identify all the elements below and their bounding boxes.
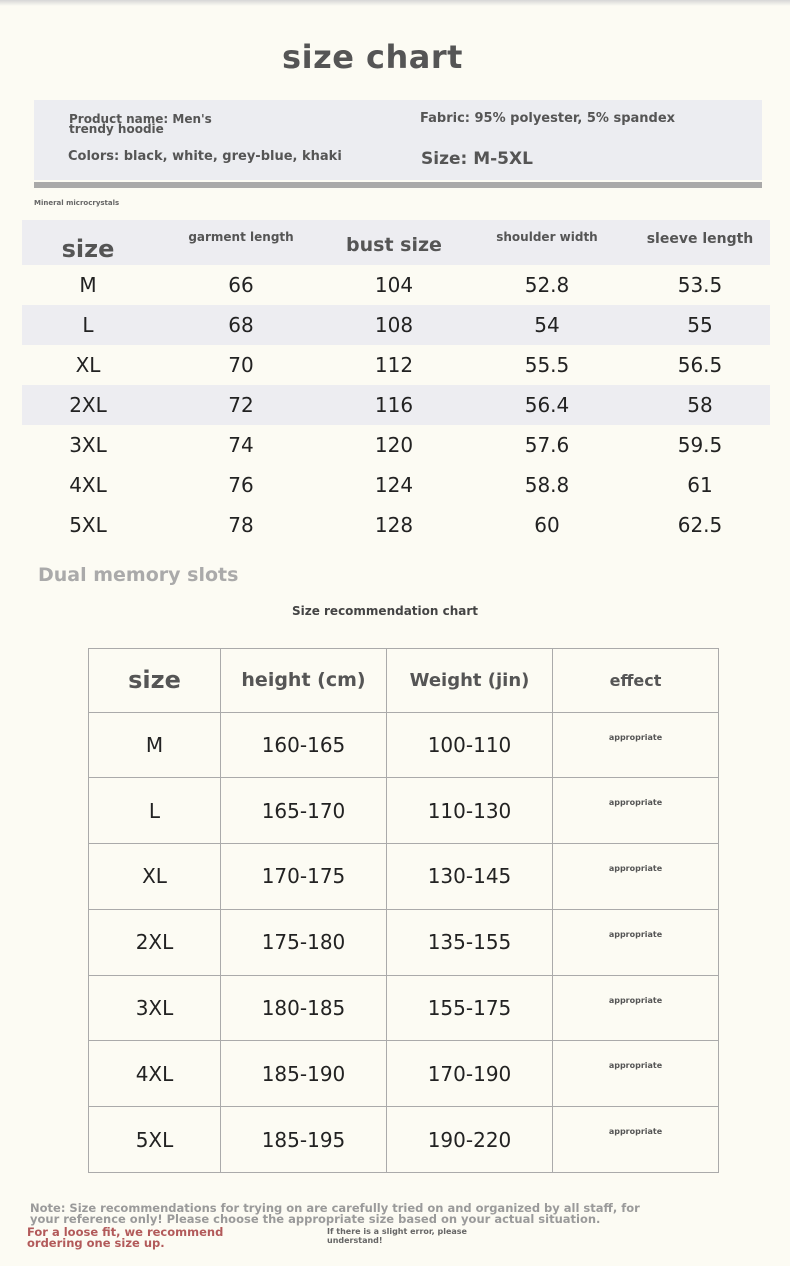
height-cell: 185-190 (221, 1041, 387, 1107)
header-garment-length: garment length (188, 230, 294, 244)
error-note: If there is a slight error, please understand! (327, 1227, 467, 1245)
weight-cell: 130-145 (387, 844, 553, 910)
size-cell: 4XL (69, 473, 107, 497)
height-cell: 175-180 (221, 909, 387, 975)
effect-cell: appropriate (553, 1107, 719, 1173)
top-divider (0, 0, 790, 6)
measurement-row (22, 385, 770, 425)
bust-cell: 120 (374, 433, 414, 457)
measurement-row (22, 345, 770, 385)
garment-length-cell: 78 (228, 513, 254, 537)
shoulder-cell: 57.6 (524, 433, 570, 457)
sleeve-cell: 61 (687, 473, 713, 497)
recommendation-title: Size recommendation chart (291, 604, 479, 618)
header-size: size (61, 235, 115, 263)
header-size: size (89, 649, 221, 713)
loose-fit-note: For a loose fit, we recommend ordering one size up. (27, 1225, 224, 1250)
effect-cell: appropriate (553, 909, 719, 975)
header-weight: Weight (jin) (387, 649, 553, 713)
product-name: Product name: Men's trendy hoodie (69, 112, 212, 136)
dual-memory-label: Dual memory slots (38, 564, 239, 586)
effect-cell: appropriate (553, 975, 719, 1041)
shoulder-cell: 55.5 (524, 353, 570, 377)
bust-cell: 108 (374, 313, 414, 337)
height-cell: 170-175 (221, 844, 387, 910)
header-sleeve-length: sleeve length (646, 231, 754, 247)
recommendation-row (89, 975, 719, 1041)
measurement-row (22, 505, 770, 545)
recommendation-row (89, 909, 719, 975)
sleeve-cell: 62.5 (677, 513, 723, 537)
size-cell: 3XL (69, 433, 107, 457)
page-title: size chart (282, 38, 463, 76)
recommendation-row (89, 1041, 719, 1107)
measurement-row (22, 305, 770, 345)
recommendation-table (88, 648, 719, 1173)
size-cell: M (89, 712, 221, 778)
header-height: height (cm) (221, 649, 387, 713)
header-shoulder-width: shoulder width (496, 230, 598, 244)
height-cell: 160-165 (221, 712, 387, 778)
size-cell: M (79, 273, 97, 297)
mineral-label: Mineral microcrystals (34, 199, 120, 207)
size-cell: L (82, 313, 94, 337)
bust-cell: 128 (374, 513, 414, 537)
section-divider (34, 182, 762, 188)
effect-cell: appropriate (553, 844, 719, 910)
sleeve-cell: 56.5 (677, 353, 723, 377)
size-cell: 4XL (89, 1041, 221, 1107)
garment-length-cell: 70 (228, 353, 254, 377)
bust-cell: 116 (374, 393, 414, 417)
fabric-info: Fabric: 95% polyester, 5% spandex (420, 111, 676, 126)
height-cell: 185-195 (221, 1107, 387, 1173)
product-info-panel (34, 100, 762, 180)
measurement-row (22, 265, 770, 305)
recommendation-row (89, 844, 719, 910)
size-cell: 5XL (89, 1107, 221, 1173)
measurement-table (22, 220, 770, 545)
shoulder-cell: 52.8 (524, 273, 570, 297)
size-cell: 5XL (69, 513, 107, 537)
measurement-header-row (22, 220, 770, 265)
sleeve-cell: 59.5 (677, 433, 723, 457)
shoulder-cell: 60 (534, 513, 560, 537)
size-cell: 2XL (69, 393, 107, 417)
sleeve-cell: 55 (687, 313, 713, 337)
garment-length-cell: 74 (228, 433, 254, 457)
recommendation-row (89, 778, 719, 844)
colors-info: Colors: black, white, grey-blue, khaki (68, 149, 342, 164)
garment-length-cell: 68 (228, 313, 254, 337)
sleeve-cell: 53.5 (677, 273, 723, 297)
measurement-row (22, 465, 770, 505)
garment-length-cell: 76 (228, 473, 254, 497)
effect-cell: appropriate (553, 712, 719, 778)
size-cell: 2XL (89, 909, 221, 975)
weight-cell: 100-110 (387, 712, 553, 778)
size-cell: L (89, 778, 221, 844)
sleeve-cell: 58 (687, 393, 713, 417)
shoulder-cell: 54 (534, 313, 560, 337)
bust-cell: 124 (374, 473, 414, 497)
size-note: Note: Size recommendations for trying on are carefully tried on and organized by all staff, for your reference only! Please choose the appropriate size based on your actual situation. (30, 1201, 640, 1226)
size-cell: XL (75, 353, 101, 377)
shoulder-cell: 58.8 (524, 473, 570, 497)
garment-length-cell: 72 (228, 393, 254, 417)
header-effect: effect (553, 649, 719, 713)
weight-cell: 155-175 (387, 975, 553, 1041)
recommendation-row (89, 1107, 719, 1173)
size-range-info: Size: M-5XL (421, 149, 533, 169)
recommendation-row (89, 712, 719, 778)
bust-cell: 104 (374, 273, 414, 297)
effect-cell: appropriate (553, 778, 719, 844)
size-cell: 3XL (89, 975, 221, 1041)
size-cell: XL (89, 844, 221, 910)
weight-cell: 170-190 (387, 1041, 553, 1107)
weight-cell: 135-155 (387, 909, 553, 975)
measurement-row (22, 425, 770, 465)
header-bust-size: bust size (346, 234, 442, 256)
garment-length-cell: 66 (228, 273, 254, 297)
weight-cell: 110-130 (387, 778, 553, 844)
bust-cell: 112 (374, 353, 414, 377)
height-cell: 165-170 (221, 778, 387, 844)
shoulder-cell: 56.4 (524, 393, 570, 417)
height-cell: 180-185 (221, 975, 387, 1041)
recommendation-header-row (89, 649, 719, 713)
effect-cell: appropriate (553, 1041, 719, 1107)
weight-cell: 190-220 (387, 1107, 553, 1173)
